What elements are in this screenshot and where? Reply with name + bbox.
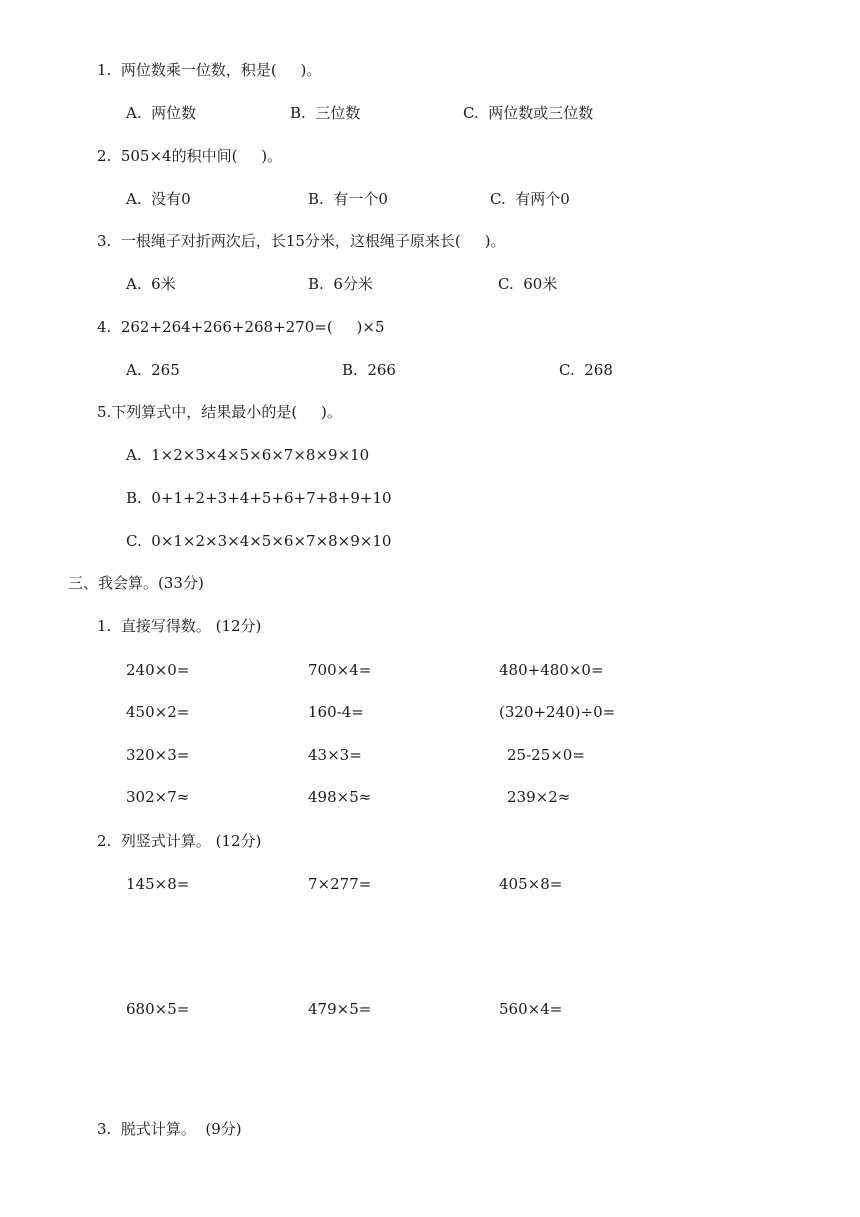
question-1-option-a: A. 两位数	[126, 104, 197, 122]
direct-item: 302×7≈	[126, 788, 190, 806]
question-1-option-b: B. 三位数	[290, 104, 361, 122]
vertical-item: 7×277=	[308, 875, 372, 893]
direct-item: 240×0=	[126, 661, 190, 679]
direct-item: (320+240)÷0=	[499, 703, 616, 721]
direct-calculation-title: 1. 直接写得数。 (12分)	[97, 617, 262, 635]
vertical-item: 560×4=	[499, 1000, 563, 1018]
question-3-stem: 3. 一根绳子对折两次后，长15分米，这根绳子原来长( )。	[97, 232, 506, 250]
question-3-option-c: C. 60米	[498, 275, 558, 293]
question-5-option-c: C. 0×1×2×3×4×5×6×7×8×9×10	[126, 532, 392, 550]
question-4-option-b: B. 266	[342, 361, 396, 379]
question-2-stem: 2. 505×4的积中间( )。	[97, 147, 283, 165]
direct-item: 239×2≈	[507, 788, 571, 806]
direct-item: 43×3=	[308, 746, 362, 764]
question-4-stem: 4. 262+264+266+268+270=( )×5	[97, 318, 385, 336]
stepwise-calculation-title: 3. 脱式计算。 (9分)	[97, 1120, 242, 1138]
question-2-option-c: C. 有两个0	[490, 190, 570, 208]
question-3-option-b: B. 6分米	[308, 275, 373, 293]
section-3-title: 三、我会算。(33分)	[68, 574, 204, 592]
direct-item: 498×5≈	[308, 788, 372, 806]
question-2-option-a: A. 没有0	[126, 190, 191, 208]
direct-item: 480+480×0=	[499, 661, 604, 679]
direct-item: 160-4=	[308, 703, 364, 721]
vertical-calculation-title: 2. 列竖式计算。 (12分)	[97, 832, 262, 850]
question-2-option-b: B. 有一个0	[308, 190, 388, 208]
question-4-option-c: C. 268	[559, 361, 613, 379]
question-1-option-c: C. 两位数或三位数	[463, 104, 594, 122]
question-4-option-a: A. 265	[126, 361, 180, 379]
direct-item: 320×3=	[126, 746, 190, 764]
vertical-item: 680×5=	[126, 1000, 190, 1018]
question-1-stem: 1. 两位数乘一位数，积是( )。	[97, 61, 322, 79]
vertical-item: 405×8=	[499, 875, 563, 893]
question-5-option-b: B. 0+1+2+3+4+5+6+7+8+9+10	[126, 489, 392, 507]
direct-item: 25-25×0=	[507, 746, 585, 764]
question-3-option-a: A. 6米	[126, 275, 176, 293]
direct-item: 450×2=	[126, 703, 190, 721]
question-5-option-a: A. 1×2×3×4×5×6×7×8×9×10	[126, 446, 370, 464]
question-5-stem: 5.下列算式中，结果最小的是( )。	[97, 403, 342, 421]
vertical-item: 479×5=	[308, 1000, 372, 1018]
vertical-item: 145×8=	[126, 875, 190, 893]
direct-item: 700×4=	[308, 661, 372, 679]
